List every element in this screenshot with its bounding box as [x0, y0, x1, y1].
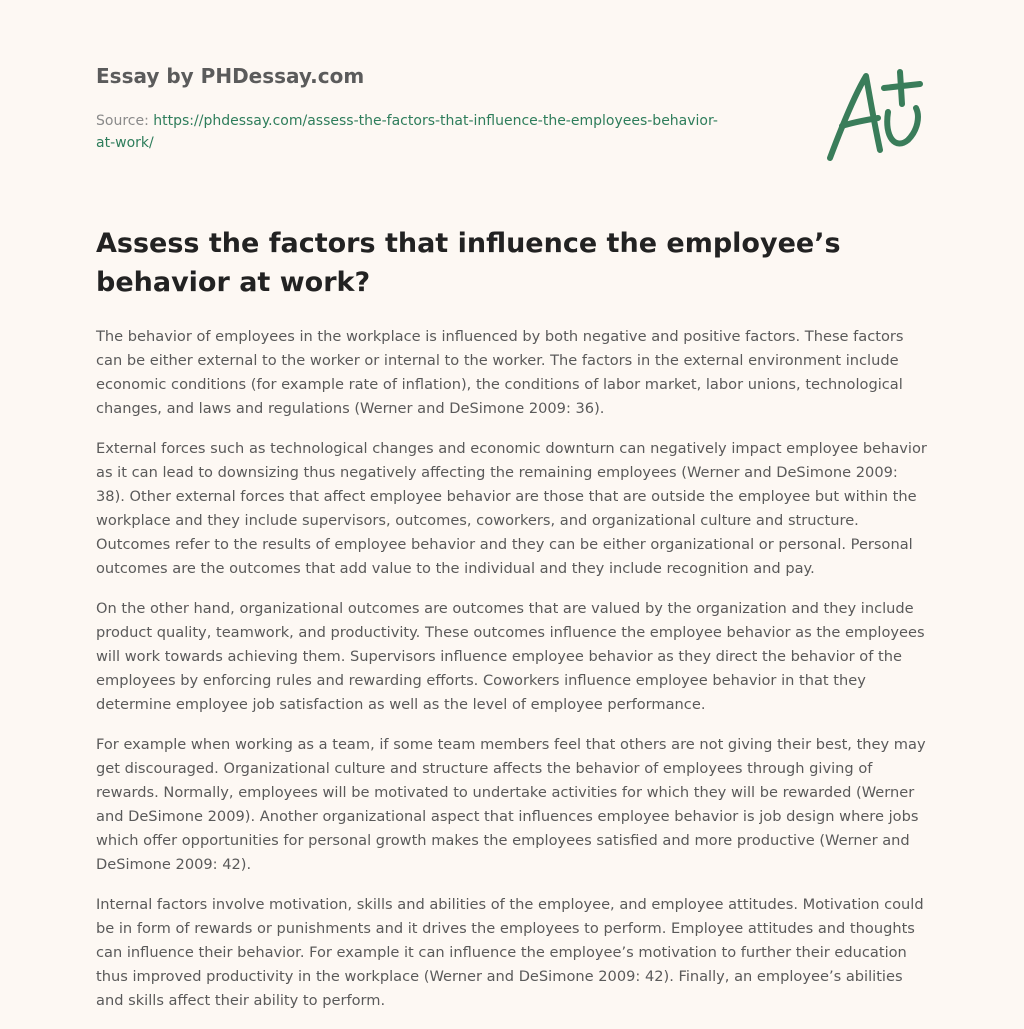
essay-title: Assess the factors that influence the employee’s behavior at work? [96, 228, 841, 298]
essay-paragraph: External forces such as technological changes and economic downturn can negatively impact employee behavior as it can lead to downsizing thus negatively affecting the remaining employees (Werner and DeSimone 2009: 38). Other external forces that affect employee behavior are those that are outside the employee but within the workplace and they include supervisors, outcomes, coworkers, and organizational culture and structure. Outcomes refer to the results of employee behavior and they can be either organizational or personal. Personal outcomes are the outcomes that add value to the individual and they include recognition and pay. [96, 440, 927, 577]
essay-paragraph: The behavior of employees in the workplace is influenced by both negative and positive factors. These factors can be either external to the worker or internal to the worker. The factors in the external environment include economic conditions (for example rate of inflation), the conditions of labor market, labor unions, technological changes, and laws and regulations (Werner and DeSimone 2009: 36). [96, 328, 904, 417]
source-label: Source: [96, 113, 149, 129]
essay-paragraph: Internal factors involve motivation, skills and abilities of the employee, and employee attitudes. Motivation could be in form of rewards or punishments and it drives the employees to perform. Employee attitudes and thoughts can influence their behavior. For example it can influence the employee’s motivation to further their education thus improved productivity in the workplace (Werner and DeSimone 2009: 42). Finally, an employee’s abilities and skills affect their ability to perform. [96, 896, 924, 1009]
source-line [96, 110, 736, 154]
essay-paragraph: For example when working as a team, if some team members feel that others are not giving their best, they may get discouraged. Organizational culture and structure affects the behavior of employees through giving of rewards. Normally, employees will be motivated to undertake activities for which they will be rewarded (Werner and DeSimone 2009). Another organizational aspect that influences employee behavior is job design where jobs which offer opportunities for personal growth makes the employees satisfied and more productive (Werner and DeSimone 2009: 42). [96, 736, 926, 873]
essay-paragraph: On the other hand, organizational outcomes are outcomes that are valued by the organization and they include product quality, teamwork, and productivity. These outcomes influence the employee behavior as the employees will work towards achieving them. Supervisors influence employee behavior as they direct the behavior of the employees by enforcing rules and rewarding efforts. Coworkers influence employee behavior in that they determine employee job satisfaction as well as the level of employee performance. [96, 600, 925, 713]
essay-body [96, 325, 928, 1029]
source-link[interactable]: https://phdessay.com/assess-the-factors-that-influence-the-employees-behavior-at-work/ [96, 113, 718, 151]
a-plus-logo-icon [820, 64, 930, 164]
site-title: Essay by PHDessay.com [96, 64, 365, 88]
